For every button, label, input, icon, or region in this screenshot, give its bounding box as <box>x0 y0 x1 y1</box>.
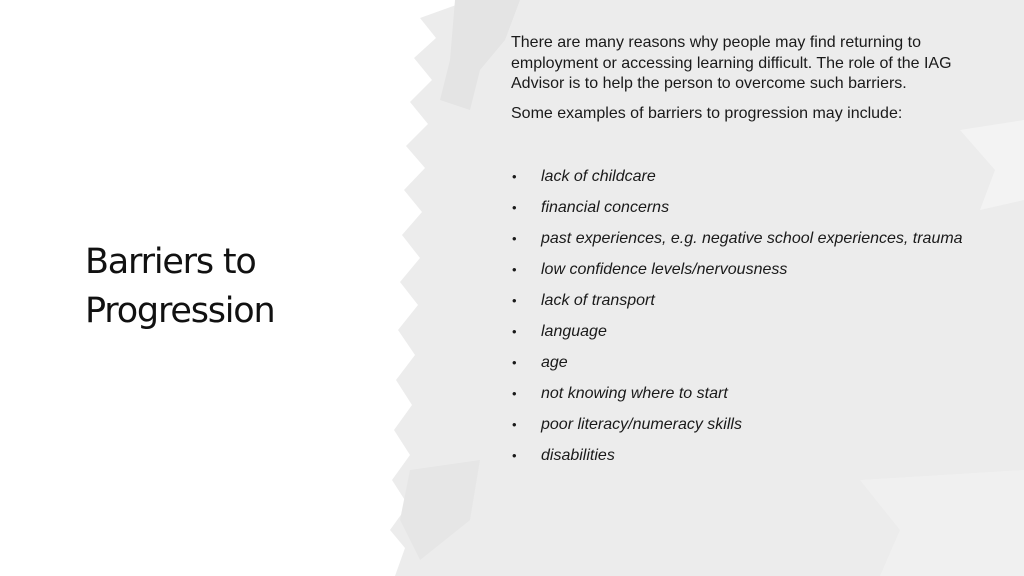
list-item <box>511 415 991 436</box>
list-item-text: disabilities <box>541 447 615 464</box>
list-item-text: poor literacy/numeracy skills <box>541 416 742 433</box>
examples-paragraph: Some examples of barriers to progression may include: <box>511 104 903 122</box>
list-item <box>511 198 991 219</box>
list-item-text: age <box>541 354 568 371</box>
bullet-icon: • <box>512 262 517 277</box>
list-item <box>511 353 991 374</box>
list-item <box>511 446 991 467</box>
list-item-text: not knowing where to start <box>541 385 728 402</box>
list-item-text: lack of childcare <box>541 168 656 185</box>
list-item <box>511 384 991 405</box>
list-item <box>511 291 991 312</box>
list-item <box>511 322 991 343</box>
slide-content <box>511 33 991 477</box>
bullet-icon: • <box>512 355 517 370</box>
bullet-icon: • <box>512 169 517 184</box>
bullet-icon: • <box>512 200 517 215</box>
bullet-icon: • <box>512 324 517 339</box>
barrier-list <box>511 167 991 467</box>
bullet-icon: • <box>512 417 517 432</box>
bullet-icon: • <box>512 293 517 308</box>
list-item-text: low confidence levels/nervousness <box>541 261 788 278</box>
bullet-icon: • <box>512 448 517 463</box>
bullet-icon: • <box>512 386 517 401</box>
list-item-text: language <box>541 323 607 340</box>
list-item <box>511 229 991 250</box>
intro-paragraph: There are many reasons why people may find returning to employment or accessing learning difficult. The role of the IAG Advisor is to help the person to overcome such barriers. <box>511 34 952 92</box>
bullet-icon: • <box>512 231 517 246</box>
list-item-text: lack of transport <box>541 292 655 309</box>
slide-title: Barriers to Progression <box>85 242 275 331</box>
list-item <box>511 167 991 188</box>
list-item <box>511 260 991 281</box>
list-item-text: financial concerns <box>541 199 670 216</box>
list-item-text: past experiences, e.g. negative school experiences, trauma <box>541 230 963 247</box>
